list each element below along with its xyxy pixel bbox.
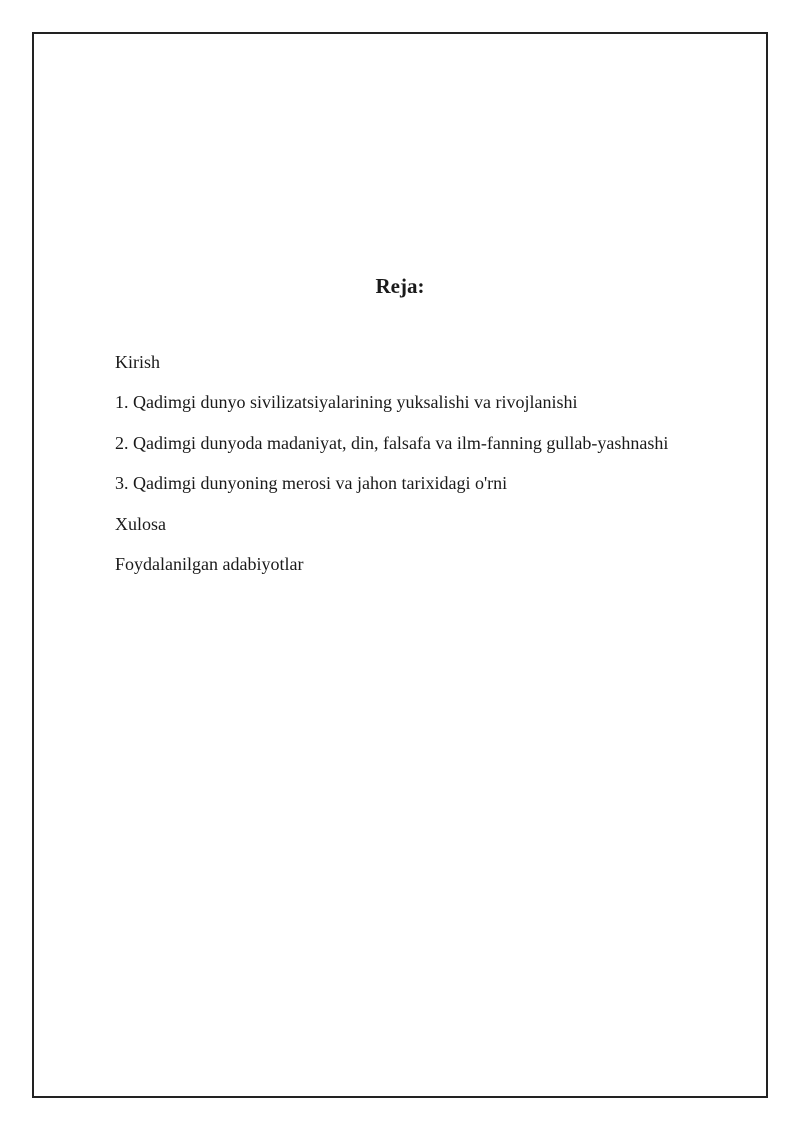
plan-title: Reja: xyxy=(375,274,425,298)
plan-item-references: Foydalanilgan adabiyotlar xyxy=(115,553,304,574)
plan-item-2: 2. Qadimgi dunyoda madaniyat, din, falsafa va ilm-fanning gullab-yashnashi xyxy=(115,432,669,453)
plan-item-1: 1. Qadimgi dunyo sivilizatsiyalarining yuksalishi va rivojlanishi xyxy=(115,392,578,413)
plan-list xyxy=(115,350,668,592)
plan-item-introduction: Kirish xyxy=(115,352,160,372)
plan-item-3: 3. Qadimgi dunyoning merosi va jahon tarixidagi o'rni xyxy=(115,473,508,494)
plan-item-conclusion: Xulosa xyxy=(115,513,166,534)
